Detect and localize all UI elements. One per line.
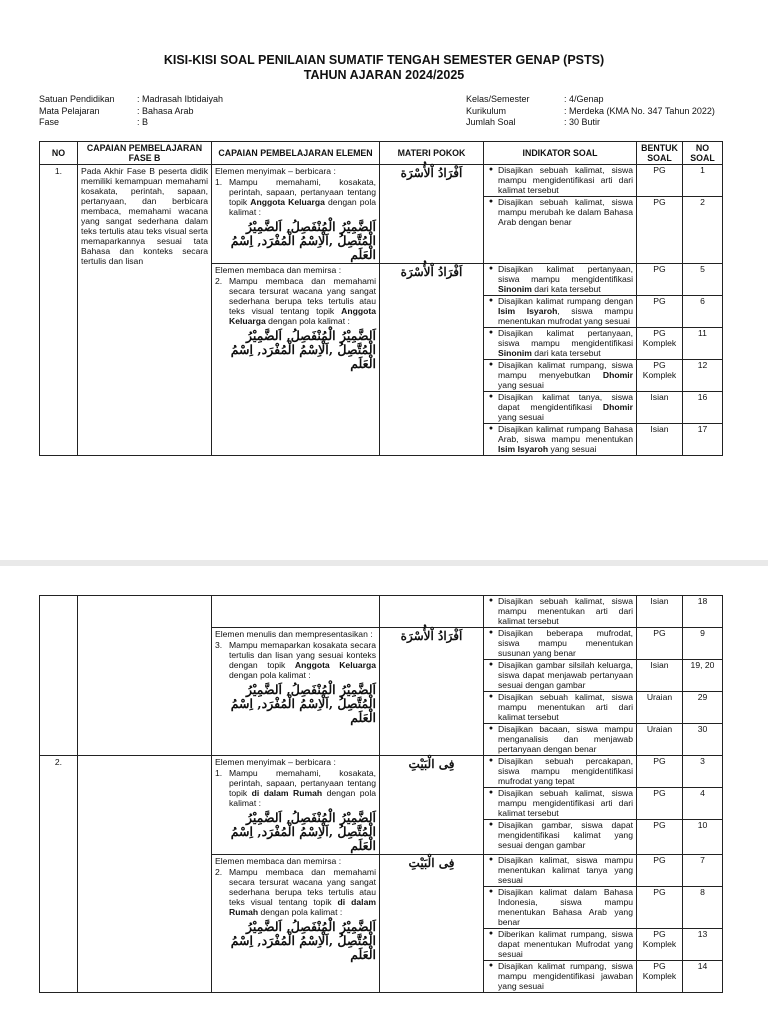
no-soal-value: 13 [683,929,722,961]
bentuk-soal-value: PG [637,165,682,197]
elemen-text [229,640,376,725]
meta-label: Fase [39,117,60,127]
elemen-heading: Elemen membaca dan memirsa : [215,856,342,866]
elemen-body [215,768,376,853]
materi-pokok [380,855,484,993]
materi-pokok [380,756,484,855]
meta-label: Mata Pelajaran [39,105,100,116]
header-no-soal: NO SOAL [683,142,723,165]
meta-row [466,94,715,106]
indikator-text [498,424,633,454]
indikator-text: Disajikan bacaan, siswa mampu menganalisis dan menjawab pertanyaan dengan benar [498,724,633,754]
bentuk-soal-cell [637,855,683,993]
bentuk-soal-value: PG Komplek [642,961,677,981]
bentuk-soal-value: PG [653,820,666,830]
bullet-icon: ● [488,757,494,764]
capaian-fase-empty [78,596,212,756]
arabic-pola-kalimat: اَلضَّمِيْرُ الْمُنْفَصِلُ, اَلضَّمِيْرُ الْمُتَّصِلُ ,اَلْاِسْمُ الْمُفْرَد, اِسْمُ الْعَلَم [230,682,376,725]
elemen-pola-label: dengan pola kalimat : [260,907,343,917]
meta-row [39,106,223,118]
no-soal-value: 29 [683,692,722,724]
indikator-item [484,887,636,929]
meta-value: : Madrasah Ibtidaiyah [137,94,224,104]
bullet-icon: ● [488,393,494,400]
elemen-number: 2. [215,276,223,286]
bullet-icon: ● [488,198,494,205]
indikator-keyword: Isim Isyaroh [498,306,558,316]
indikator-text: Disajikan kalimat rumpang, siswa mampu mengidentifikasi jawaban yang sesuai [498,961,633,991]
elemen-body [215,640,376,725]
bentuk-soal-value: PG [637,788,682,820]
elemen-topic: di dalam Rumah [251,788,323,798]
elemen-empty [212,596,380,628]
indikator-list [484,756,636,851]
no-soal-value: 8 [683,887,722,929]
indikator-item [484,724,636,755]
header-bentuk-soal: BENTUK SOAL [637,142,683,165]
elemen-heading: Elemen menulis dan mempresentasikan : [215,629,373,639]
bullet-icon: ● [488,425,494,432]
no-soal-value: 4 [683,788,722,820]
indikator-text-part: Disajikan kalimat rumpang Bahasa Arab, siswa mampu menentukan [498,424,633,444]
arabic-materi: اَفْرَادُ اْلأُسْرَة [400,166,463,180]
bullet-icon: ● [488,361,494,368]
bentuk-soal-value: PG [637,887,682,929]
indikator-list [484,855,636,992]
elemen-body [215,276,376,371]
no-soal-value: 3 [683,756,722,788]
elemen-menulis [212,628,380,756]
no-soal-cell [683,264,723,456]
elemen-number: 1. [215,768,223,778]
elemen-heading: Elemen menyimak – berbicara : [215,757,336,767]
elemen-text [229,768,376,853]
elemen-membaca [212,855,380,993]
indikator-text: Disajikan gambar silsilah keluarga, siswa dapat menjawab pertanyaan sesuai dengan gambar [498,660,633,690]
elemen-number: 3. [215,640,223,650]
elemen-topic: Anggota Keluarga [229,306,376,326]
table-row [40,756,723,855]
table-row [40,165,723,264]
bentuk-soal-value: PG Komplek [637,328,682,360]
bentuk-soal-value: PG [637,628,682,660]
indikator-text-part: yang sesuai [498,412,544,422]
capaian-fase-empty [78,756,212,993]
header-no: NO [40,142,78,165]
indikator-text [498,360,633,390]
meta-label: Kurikulum [466,105,507,116]
indikator-cell [484,596,637,628]
indikator-text [498,392,633,422]
arabic-materi: فِى الْبَيْتِ [408,856,455,870]
indikator-item [484,788,636,820]
indikator-text-part: Disajikan kalimat rumpang dengan [498,296,633,306]
indikator-text: Disajikan sebuah percakapan, siswa mampu mengidentifikasi mufrodat yang tepat [498,756,633,786]
bentuk-soal-value: PG [637,855,682,887]
document-page-2 [0,566,768,1024]
arabic-pola-kalimat: اَلضَّمِيْرُ الْمُنْفَصِلُ, اَلضَّمِيْرُ الْمُتَّصِلُ ,اَلْاِسْمُ الْمُفْرَد, اِسْمُ الْعَلَم [230,919,376,962]
indikator-item [484,961,636,992]
materi-pokok [380,628,484,756]
materi-pokok [380,165,484,264]
bullet-icon: ● [488,930,494,937]
indikator-text-part: Disajikan kalimat rumpang, siswa mampu menyebutkan [498,360,633,380]
bullet-icon: ● [488,856,494,863]
elemen-desc: Mampu memahami, kosakata, perintah, sapaan, pertanyaan tentang topik [229,768,376,798]
kisi-kisi-table-page-1 [39,141,723,456]
indikator-text-part: Disajikan kalimat pertanyaan, siswa mampu mengidentifikasi [498,328,633,348]
indikator-cell [484,855,637,993]
no-soal-value: 17 [697,424,708,434]
indikator-item [484,360,636,392]
elemen-desc: Mampu membaca dan memahami secara tersurat wacana yang sangat sederhana berupa teks tertulis atau teks visual tentang topik [229,276,376,316]
capaian-fase-text: Pada Akhir Fase B peserta didik memiliki kemampuan memahami kosakata, perintah, sapaan, pertanyaan, dan berbicara membaca, memahami wacana yang sangat sederhana dalam teks tertulis atau teks visual serta memaparkannya sesuai tata Bahasa dan konteks secara tertulis dan lisan [78,165,212,456]
indikator-item [484,392,636,424]
no-soal-cell [683,756,723,855]
bentuk-soal-value: PG Komplek [637,360,682,392]
arabic-pola-kalimat: اَلضَّمِيْرُ الْمُنْفَصِلُ, اَلضَّمِيْرُ الْمُتَّصِلُ ,اَلْاِسْمُ الْمُفْرَد, اِسْمُ الْعَلَم [230,328,376,371]
indikator-text: Disajikan sebuah kalimat, siswa mampu mengidentifikasi arti dari kalimat tersebut [498,165,633,195]
elemen-menyimak [212,165,380,264]
no-soal-value: 9 [683,628,722,660]
arabic-materi: فِى الْبَيْتِ [408,757,455,771]
no-soal-value: 2 [700,197,705,207]
no-soal-cell [683,855,723,993]
meta-left [39,94,223,129]
indikator-item [484,855,636,887]
indikator-text: Disajikan sebuah kalimat, siswa mampu menentukan arti dari kalimat tersebut [498,692,633,722]
bentuk-soal-value: PG [637,756,682,788]
no-soal-cell [683,628,723,756]
no-soal-value: 14 [697,961,708,971]
bullet-icon: ● [488,597,494,604]
elemen-menyimak [212,756,380,855]
indikator-keyword: Sinonim [498,348,532,358]
meta-label: Kelas/Semester [466,94,530,104]
elemen-membaca [212,264,380,456]
indikator-text: Diberikan kalimat rumpang, siswa dapat menentukan Mufrodat yang sesuai [498,929,633,959]
no-soal-value: 12 [683,360,722,392]
bentuk-soal-value: Uraian [646,724,673,734]
indikator-keyword: Dhomir [602,402,633,412]
materi-pokok [380,264,484,456]
elemen-number: 1. [215,177,223,187]
indikator-item [484,628,636,660]
bullet-icon: ● [488,888,494,895]
indikator-item [484,424,636,455]
indikator-text-part: Disajikan kalimat tanya, siswa dapat mengidentifikasi [498,392,633,412]
elemen-desc: Mampu memahami, kosakata, perintah, sapaan, pertanyaan tentang topik [229,177,376,207]
indikator-item [484,596,636,627]
header-capaian-elemen: CAPAIAN PEMBELAJARAN ELEMEN [212,142,380,165]
no-soal-value: 1 [683,165,722,197]
meta-label: Jumlah Soal [466,117,516,127]
indikator-text: Disajikan sebuah kalimat, siswa mampu merubah ke dalam Bahasa Arab dengan benar [498,197,633,227]
indikator-item [484,328,636,360]
indikator-text-part: , siswa mampu menentukan mufrodat yang sesuai [498,306,634,326]
bentuk-soal-value: Isian [650,596,669,606]
header-capaian-fase: CAPAIAN PEMBELAJARAN FASE B [78,142,212,165]
bentuk-soal-value: PG [653,197,666,207]
indikator-item [484,756,636,788]
indikator-text [498,296,633,326]
elemen-pola-label: dengan pola kalimat : [229,197,377,217]
elemen-body [215,867,376,962]
meta-value: : Bahasa Arab [137,105,194,116]
kisi-kisi-table-page-2 [39,595,723,993]
elemen-topic: di dalam Rumah [229,897,376,917]
elemen-text [229,177,376,262]
bullet-icon: ● [488,629,494,636]
meta-value: : B [137,117,149,127]
bullet-icon: ● [488,297,494,304]
indikator-item [484,264,636,296]
elemen-heading: Elemen menyimak – berbicara : [215,166,336,176]
meta-value: : 4/Genap [564,94,604,104]
row-number-empty [40,596,78,756]
bentuk-soal-value: PG [637,296,682,328]
indikator-keyword: Dhomir [602,370,633,380]
indikator-text [498,264,633,294]
indikator-item [484,692,636,724]
indikator-keyword: Isim Isyaroh [498,444,549,454]
document-title: KISI-KISI SOAL PENILAIAN SUMATIF TENGAH SEMESTER GENAP (PSTS) [163,53,605,67]
indikator-keyword: Sinonim [498,284,532,294]
bentuk-soal-value: Isian [650,424,669,434]
document-subtitle: TAHUN AJARAN 2024/2025 [303,68,465,82]
bullet-icon: ● [488,329,494,336]
indikator-item [484,197,636,228]
indikator-item [484,820,636,851]
indikator-cell [484,264,637,456]
bentuk-soal-cell [637,596,683,628]
bentuk-soal-cell [637,628,683,756]
indikator-text: Disajikan kalimat dalam Bahasa Indonesia, siswa mampu menentukan Bahasa Arab yang benar [498,887,633,927]
bentuk-soal-value: Uraian [637,692,682,724]
meta-row [39,94,223,106]
indikator-list [484,628,636,755]
indikator-text-part: dari kata tersebut [531,348,601,358]
no-soal-value: 18 [697,596,708,606]
indikator-text-part: yang sesuai [548,444,597,454]
elemen-pola-label: dengan pola kalimat : [229,788,377,808]
bentuk-soal-value: Isian [637,392,682,424]
indikator-text: Disajikan beberapa mufrodat, siswa mampu menentukan susunan yang benar [498,628,633,658]
indikator-list [484,596,636,627]
elemen-number: 2. [215,867,223,877]
no-soal-value: 6 [683,296,722,328]
elemen-text [229,276,376,371]
indikator-item [484,660,636,692]
materi-empty [380,596,484,628]
indikator-cell [484,165,637,264]
arabic-pola-kalimat: اَلضَّمِيْرُ الْمُنْفَصِلُ, اَلضَّمِيْرُ الْمُتَّصِلُ ,اَلْاِسْمُ الْمُفْرَد, اِسْمُ الْعَلَم [230,219,376,262]
no-soal-value: 16 [683,392,722,424]
bentuk-soal-value: Isian [637,660,682,692]
no-soal-value: 11 [683,328,722,360]
meta-value: : Merdeka (KMA No. 347 Tahun 2022) [564,105,715,116]
elemen-topic: Anggota Keluarga [250,197,325,207]
elemen-heading: Elemen membaca dan memirsa : [215,265,342,275]
no-soal-value: 19, 20 [683,660,722,692]
indikator-cell [484,756,637,855]
elemen-pola-label: dengan pola kalimat : [268,316,350,326]
bullet-icon: ● [488,166,494,173]
bullet-icon: ● [488,821,494,828]
arabic-pola-kalimat: اَلضَّمِيْرُ الْمُنْفَصِلُ, اَلضَّمِيْرُ الْمُتَّصِلُ ,اَلْاِسْمُ الْمُفْرَد, اِسْمُ الْعَلَم [230,810,376,853]
elemen-pola-label: dengan pola kalimat : [229,670,311,680]
indikator-text [498,328,633,358]
no-soal-value: 10 [697,820,708,830]
meta-row [466,106,715,118]
indikator-item [484,296,636,328]
indikator-item [484,929,636,961]
meta-label: Satuan Pendidikan [39,94,115,104]
meta-row [466,117,715,129]
table-row [40,596,723,628]
bentuk-soal-value: PG Komplek [637,929,682,961]
indikator-item [484,165,636,197]
header-indikator-soal: INDIKATOR SOAL [484,142,637,165]
indikator-text: Disajikan sebuah kalimat, siswa mampu menentukan arti dari kalimat tersebut [498,596,633,626]
indikator-text: Disajikan gambar, siswa dapat mengidentifikasi kalimat yang sesuai dengan gambar [498,820,633,850]
indikator-text: Disajikan sebuah kalimat, siswa mampu mengidentifikasi arti dari kalimat tersebut [498,788,633,818]
table-header-row [40,142,723,165]
arabic-materi: اَفْرَادُ اْلأُسْرَة [400,629,463,643]
meta-row [39,117,223,129]
bentuk-soal-cell [637,264,683,456]
meta-value: : 30 Butir [564,117,601,127]
no-soal-cell [683,596,723,628]
bentuk-soal-cell [637,756,683,855]
no-soal-cell [683,165,723,264]
indikator-text: Disajikan kalimat, siswa mampu menentukan kalimat tanya yang sesuai [498,855,633,885]
bentuk-soal-cell [637,165,683,264]
elemen-desc: Mampu memaparkan kosakata secara tertulis dan lisan yang sesuai konteks dengan topik [229,640,376,670]
no-soal-value: 7 [683,855,722,887]
elemen-desc: Mampu membaca dan memahami secara tersurat wacana yang sangat sederhana berupa teks tertulis atau teks visual tentang topik [229,867,376,907]
elemen-body [215,177,376,262]
elemen-text [229,867,376,962]
indikator-text-part: yang sesuai [498,380,544,390]
bullet-icon: ● [488,725,494,732]
header-materi-pokok: MATERI POKOK [380,142,484,165]
no-soal-value: 5 [683,264,722,296]
bullet-icon: ● [488,789,494,796]
row-number: 1. [40,165,78,456]
bullet-icon: ● [488,265,494,272]
indikator-text-part: Disajikan kalimat pertanyaan, siswa mampu mengidentifikasi [498,264,633,284]
arabic-materi: اَفْرَادُ اْلأُسْرَة [400,265,463,279]
indikator-text-part: dari kata tersebut [531,284,601,294]
row-number: 2. [40,756,78,993]
bullet-icon: ● [488,693,494,700]
meta-right [466,94,715,129]
indikator-cell [484,628,637,756]
indikator-list [484,165,636,228]
bentuk-soal-value: PG [637,264,682,296]
elemen-topic: Anggota Keluarga [294,660,376,670]
bullet-icon: ● [488,962,494,969]
indikator-list [484,264,636,455]
no-soal-value: 30 [697,724,708,734]
bullet-icon: ● [488,661,494,668]
